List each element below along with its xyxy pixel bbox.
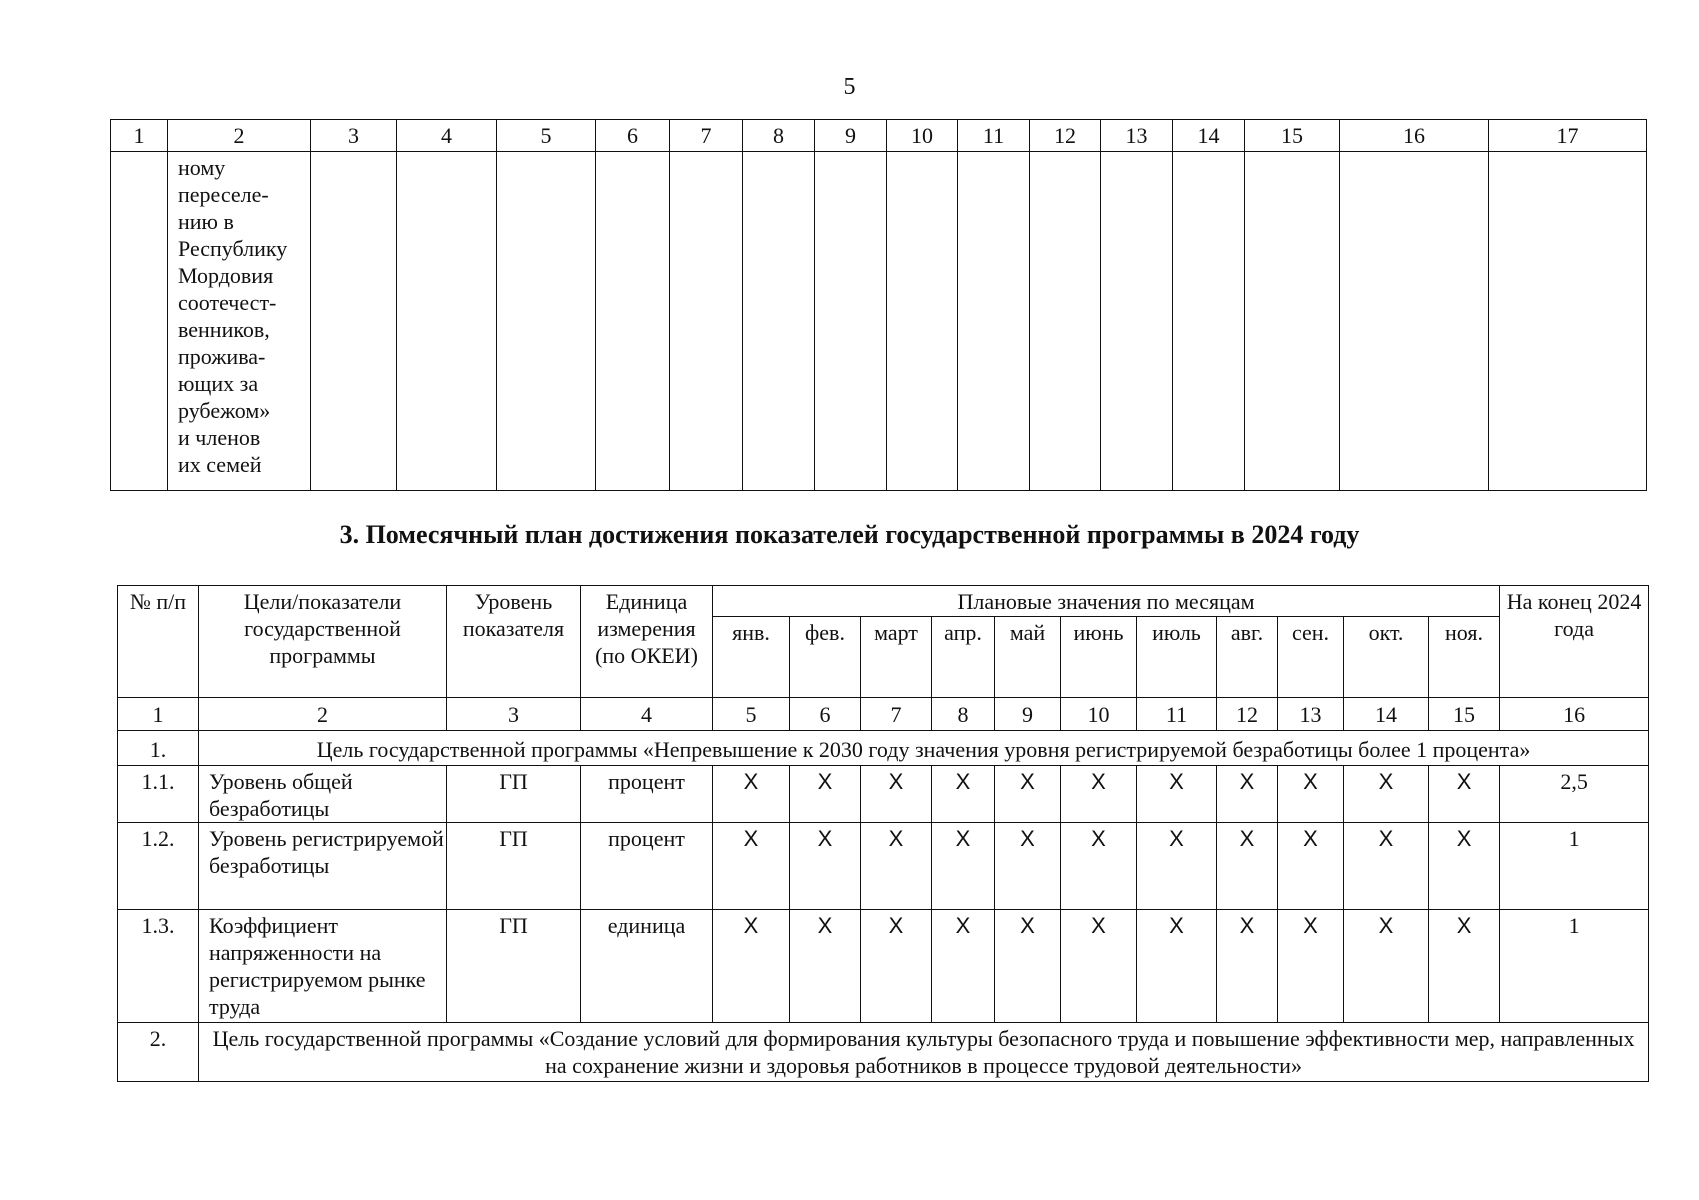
text-line: прожива- xyxy=(178,344,266,369)
month-value: Х xyxy=(713,766,790,823)
column-number: 7 xyxy=(670,120,743,152)
text-line: Республику xyxy=(178,236,288,261)
header-num: № п/п xyxy=(118,586,199,698)
month-value: Х xyxy=(1429,766,1500,823)
header-end-year: На конец 2024 года xyxy=(1500,586,1649,698)
table-row xyxy=(118,910,1649,1023)
month-value: Х xyxy=(790,766,861,823)
text-line: нию в xyxy=(178,209,234,234)
column-number: 10 xyxy=(887,120,958,152)
month-value: Х xyxy=(1344,910,1429,1023)
text-line: Мордовия xyxy=(178,263,274,288)
header-planned-values: Плановые значения по месяцам xyxy=(713,586,1500,617)
month-header: ноя. xyxy=(1429,617,1500,698)
row-number: 1.2. xyxy=(118,823,199,910)
column-number: 13 xyxy=(1278,698,1344,731)
text-line: и членов xyxy=(178,425,261,450)
column-number: 16 xyxy=(1500,698,1649,731)
month-value: Х xyxy=(1061,823,1137,910)
table-cell xyxy=(1245,152,1340,491)
monthly-plan-table xyxy=(117,585,1649,1082)
month-value: Х xyxy=(1217,910,1278,1023)
month-value: Х xyxy=(1061,910,1137,1023)
month-value: Х xyxy=(995,766,1061,823)
column-number: 8 xyxy=(743,120,815,152)
month-value: Х xyxy=(1217,823,1278,910)
text-line: их семей xyxy=(178,452,262,477)
table-cell xyxy=(1489,152,1647,491)
text-line: ющих за xyxy=(178,371,259,396)
header-level: Уровень показателя xyxy=(447,586,581,698)
indicator-name: Уровень регистрируемой безработицы xyxy=(199,823,447,910)
column-number: 5 xyxy=(713,698,790,731)
goal-number: 2. xyxy=(118,1023,199,1082)
month-value: Х xyxy=(1278,910,1344,1023)
column-number: 14 xyxy=(1173,120,1245,152)
table-cell xyxy=(596,152,670,491)
month-value: Х xyxy=(932,766,995,823)
column-number: 15 xyxy=(1429,698,1500,731)
table-cell xyxy=(1030,152,1101,491)
month-value: Х xyxy=(790,910,861,1023)
column-number: 2 xyxy=(168,120,311,152)
end-year-value: 1 xyxy=(1500,910,1649,1023)
indicator-name-continued xyxy=(168,152,311,491)
indicator-name: Уровень общей безработицы xyxy=(199,766,447,823)
column-number: 15 xyxy=(1245,120,1340,152)
column-number: 10 xyxy=(1061,698,1137,731)
month-value: Х xyxy=(1278,766,1344,823)
table-cell xyxy=(497,152,596,491)
month-value: Х xyxy=(861,766,932,823)
month-header: янв. xyxy=(713,617,790,698)
column-number: 13 xyxy=(1101,120,1173,152)
table-cell xyxy=(887,152,958,491)
column-number: 9 xyxy=(815,120,887,152)
month-value: Х xyxy=(1217,766,1278,823)
column-number: 4 xyxy=(581,698,713,731)
month-value: Х xyxy=(1137,823,1217,910)
table-cell xyxy=(1340,152,1489,491)
goal-text: Цель государственной программы «Непревышение к 2030 году значения уровня регистрируемой безработицы более 1 процента» xyxy=(199,731,1649,766)
column-number: 5 xyxy=(497,120,596,152)
month-value: Х xyxy=(995,823,1061,910)
row-number: 1.1. xyxy=(118,766,199,823)
month-header: июль xyxy=(1137,617,1217,698)
month-header: авг. xyxy=(1217,617,1278,698)
month-header: март xyxy=(861,617,932,698)
page-number: 5 xyxy=(843,74,856,100)
table-cell xyxy=(111,152,168,491)
column-number: 12 xyxy=(1030,120,1101,152)
column-number: 1 xyxy=(111,120,168,152)
indicator-unit: процент xyxy=(581,823,713,910)
month-value: Х xyxy=(861,823,932,910)
month-header: сен. xyxy=(1278,617,1344,698)
indicator-level: ГП xyxy=(447,910,581,1023)
text-line: рубежом» xyxy=(178,398,271,423)
column-number: 14 xyxy=(1344,698,1429,731)
column-number-row xyxy=(111,120,1647,152)
month-value: Х xyxy=(1344,766,1429,823)
table-cell xyxy=(815,152,887,491)
column-number: 16 xyxy=(1340,120,1489,152)
goal-number: 1. xyxy=(118,731,199,766)
month-value: Х xyxy=(932,823,995,910)
month-header: окт. xyxy=(1344,617,1429,698)
month-value: Х xyxy=(1429,910,1500,1023)
column-number: 9 xyxy=(995,698,1061,731)
indicator-unit: процент xyxy=(581,766,713,823)
month-header: апр. xyxy=(932,617,995,698)
column-number: 6 xyxy=(596,120,670,152)
row-number: 1.3. xyxy=(118,910,199,1023)
column-number: 3 xyxy=(311,120,397,152)
header-goals: Цели/показатели государственной программы xyxy=(199,586,447,698)
table-row xyxy=(118,766,1649,823)
month-value: Х xyxy=(1137,766,1217,823)
month-value: Х xyxy=(713,910,790,1023)
month-value: Х xyxy=(932,910,995,1023)
month-value: Х xyxy=(1061,766,1137,823)
table-cell xyxy=(397,152,497,491)
column-number: 11 xyxy=(1137,698,1217,731)
text-line: соотечест- xyxy=(178,290,277,315)
table-cell xyxy=(1101,152,1173,491)
goal-text: Цель государственной программы «Создание условий для формирования культуры безопасного труда и повышение эффективности мер, направленных на сохранение жизни и здоровья работников в процессе трудовой деятельности» xyxy=(199,1023,1649,1082)
section-title: 3. Помесячный план достижения показателей государственной программы в 2024 году xyxy=(339,520,1360,549)
column-number: 4 xyxy=(397,120,497,152)
text-line: ному xyxy=(178,155,226,180)
continued-table xyxy=(110,119,1647,491)
table-cell xyxy=(311,152,397,491)
month-value: Х xyxy=(713,823,790,910)
end-year-value: 1 xyxy=(1500,823,1649,910)
month-value: Х xyxy=(1137,910,1217,1023)
column-number: 8 xyxy=(932,698,995,731)
month-header: май xyxy=(995,617,1061,698)
text-line: переселе- xyxy=(178,182,269,207)
column-number: 6 xyxy=(790,698,861,731)
month-header: фев. xyxy=(790,617,861,698)
month-value: Х xyxy=(790,823,861,910)
month-value: Х xyxy=(1429,823,1500,910)
month-value: Х xyxy=(1278,823,1344,910)
month-header: июнь xyxy=(1061,617,1137,698)
goal-row xyxy=(118,1023,1649,1082)
table-cell xyxy=(1173,152,1245,491)
indicator-level: ГП xyxy=(447,766,581,823)
goal-row xyxy=(118,731,1649,766)
column-number: 2 xyxy=(199,698,447,731)
indicator-unit: единица xyxy=(581,910,713,1023)
month-value: Х xyxy=(995,910,1061,1023)
header-row xyxy=(118,586,1649,617)
column-number: 3 xyxy=(447,698,581,731)
month-value: Х xyxy=(861,910,932,1023)
indicator-level: ГП xyxy=(447,823,581,910)
end-year-value: 2,5 xyxy=(1500,766,1649,823)
column-number: 17 xyxy=(1489,120,1647,152)
header-unit: Единица измерения (по ОКЕИ) xyxy=(581,586,713,698)
table-cell xyxy=(743,152,815,491)
column-number: 7 xyxy=(861,698,932,731)
column-number-row xyxy=(118,698,1649,731)
column-number: 11 xyxy=(958,120,1030,152)
column-number: 12 xyxy=(1217,698,1278,731)
text-line: венников, xyxy=(178,317,270,342)
column-number: 1 xyxy=(118,698,199,731)
table-row xyxy=(118,823,1649,910)
table-row xyxy=(111,152,1647,491)
table-cell xyxy=(958,152,1030,491)
indicator-name: Коэффициент напряженности на регистрируемом рынке труда xyxy=(199,910,447,1023)
table-cell xyxy=(670,152,743,491)
month-value: Х xyxy=(1344,823,1429,910)
